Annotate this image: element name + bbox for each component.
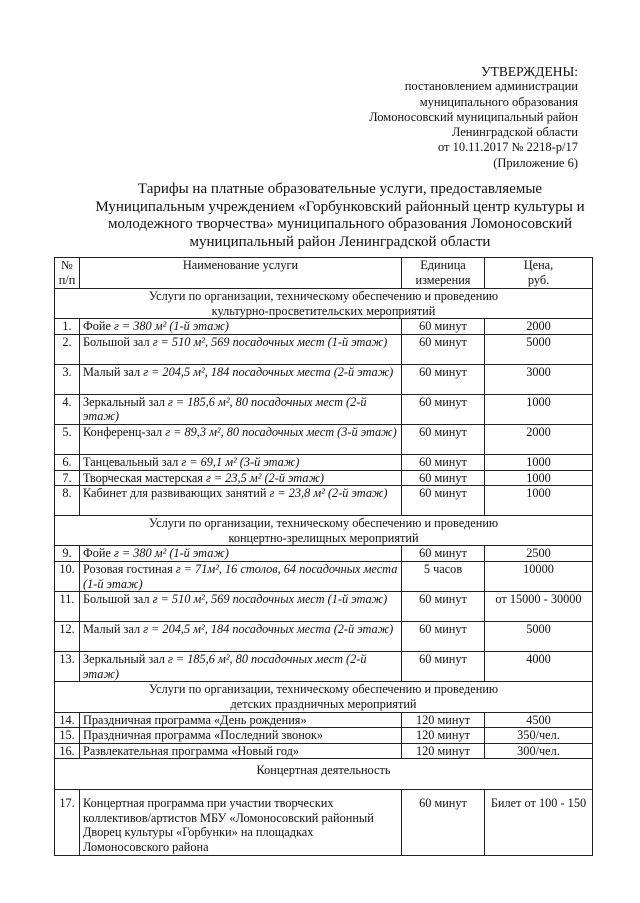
table-body xyxy=(55,289,593,856)
table-row xyxy=(55,622,593,652)
row-number: 10. xyxy=(55,561,80,591)
service-name: Большой зал xyxy=(83,334,150,349)
service-area-details: ƨ = 71м², 16 столов, 64 посадочных места (1-й этаж) xyxy=(83,561,398,591)
header-name: Наименование услуги xyxy=(80,258,402,289)
service-name: Зеркальный зал xyxy=(83,652,165,667)
service-name-cell xyxy=(80,470,402,486)
section-title-line: Услуги по организации, техническому обеспечению и проведению xyxy=(148,289,499,303)
unit-of-measure: 5 часов xyxy=(402,561,485,591)
service-name-cell xyxy=(80,728,402,744)
price: Билет от 100 - 150 xyxy=(485,790,593,855)
row-number: 7. xyxy=(55,470,80,486)
header-unit-line: Единица xyxy=(420,258,466,272)
section-title-line: Концертная деятельность xyxy=(256,763,391,778)
service-name-cell xyxy=(80,546,402,562)
approval-heading: УТВЕРЖДЕНЫ: xyxy=(481,64,578,79)
title-line: муниципальный район Ленинградской области xyxy=(189,233,491,250)
section-header-row xyxy=(55,516,593,546)
service-name: Развлекательная программа «Новый год» xyxy=(83,743,300,758)
price: 1000 xyxy=(485,454,593,470)
price: от 15000 - 30000 xyxy=(485,592,593,622)
service-area-details: ƨ = 185,6 м², 80 посадочных мест (2-й этаж) xyxy=(83,652,367,681)
table-row xyxy=(55,364,593,394)
price: 300/чел. xyxy=(485,743,593,759)
service-area-details: ƨ = 380 м² (1-й этаж) xyxy=(110,546,229,561)
approval-line: Ленинградской области xyxy=(451,125,578,140)
row-number: 12. xyxy=(55,622,80,652)
service-name: Танцевальный зал xyxy=(83,454,179,469)
unit-of-measure: 60 минут xyxy=(402,470,485,486)
service-name: Фойе xyxy=(83,546,111,561)
section-title xyxy=(55,682,593,712)
price: 1000 xyxy=(485,486,593,516)
approval-line: постановлением администрации xyxy=(404,79,578,94)
unit-of-measure: 60 минут xyxy=(402,486,485,516)
service-name: Концертная программа при участии творческих коллективов/артистов МБУ «Ломоносовский районный Дворец культуры «Горбунки» на площадках Ломоносовского района xyxy=(83,796,374,855)
table-row xyxy=(55,334,593,364)
price: 2500 xyxy=(485,546,593,562)
tariff-table xyxy=(54,257,593,856)
row-number: 14. xyxy=(55,712,80,728)
row-number: 15. xyxy=(55,728,80,744)
row-number: 5. xyxy=(55,424,80,454)
service-area-details: ƨ = 380 м² (1-й этаж) xyxy=(110,319,229,334)
row-number: 6. xyxy=(55,454,80,470)
table-row xyxy=(55,546,593,562)
table-row xyxy=(55,712,593,728)
service-name-cell xyxy=(80,790,402,855)
table-row xyxy=(55,592,593,622)
price: 4500 xyxy=(485,712,593,728)
unit-of-measure: 120 минут xyxy=(402,712,485,728)
unit-of-measure: 60 минут xyxy=(402,424,485,454)
approval-appendix-line: (Приложение 6) xyxy=(493,155,578,170)
row-number: 16. xyxy=(55,743,80,759)
header-num xyxy=(55,258,80,289)
service-name-cell xyxy=(80,334,402,364)
service-name: Малый зал xyxy=(83,364,141,379)
unit-of-measure: 60 минут xyxy=(402,592,485,622)
section-title xyxy=(55,516,593,546)
service-name: Праздничная программа «День рождения» xyxy=(83,712,307,727)
price: 2000 xyxy=(485,424,593,454)
price: 5000 xyxy=(485,334,593,364)
header-unit-line: измерения xyxy=(415,272,471,287)
section-title-line: концертно-зрелищных мероприятий xyxy=(228,530,419,545)
title-line: Муниципальным учреждением «Горбунковский районный центр культуры и xyxy=(95,198,585,215)
unit-of-measure: 60 минут xyxy=(402,394,485,424)
unit-of-measure: 120 минут xyxy=(402,743,485,759)
table-row xyxy=(55,424,593,454)
section-title xyxy=(55,759,593,790)
price: 350/чел. xyxy=(485,728,593,744)
row-number: 9. xyxy=(55,546,80,562)
header-num-line: № xyxy=(61,258,73,272)
row-number: 2. xyxy=(55,334,80,364)
table-row xyxy=(55,486,593,516)
header-price-line: Цена, xyxy=(523,258,554,272)
service-name: Кабинет для развивающих занятий xyxy=(83,486,267,501)
section-title xyxy=(55,289,593,319)
table-row xyxy=(55,454,593,470)
header-unit xyxy=(402,258,485,289)
service-area-details: ƨ = 23,5 м² (2-й этаж) xyxy=(202,470,324,485)
row-number: 3. xyxy=(55,364,80,394)
table-row xyxy=(55,394,593,424)
section-header-row xyxy=(55,759,593,790)
service-name-cell xyxy=(80,394,402,424)
price: 10000 xyxy=(485,561,593,591)
price: 1000 xyxy=(485,394,593,424)
service-name-cell xyxy=(80,364,402,394)
unit-of-measure: 120 минут xyxy=(402,728,485,744)
header-price xyxy=(485,258,593,289)
service-name-cell xyxy=(80,561,402,591)
table-row xyxy=(55,790,593,855)
service-area-details: ƨ = 204,5 м², 184 посадочных места (2-й этаж) xyxy=(140,622,394,637)
price: 1000 xyxy=(485,470,593,486)
section-title-line: Услуги по организации, техническому обеспечению и проведению xyxy=(148,682,499,697)
table-row xyxy=(55,319,593,335)
table-row xyxy=(55,652,593,682)
table-row xyxy=(55,743,593,759)
service-area-details: ƨ = 23,8 м² (2-й этаж) xyxy=(266,486,388,501)
service-name-cell xyxy=(80,652,402,682)
service-name-cell xyxy=(80,319,402,335)
section-header-row xyxy=(55,289,593,319)
header-num-line: п/п xyxy=(58,272,76,287)
section-header-row xyxy=(55,682,593,712)
unit-of-measure: 60 минут xyxy=(402,364,485,394)
approval-line: Ломоносовский муниципальный район xyxy=(369,109,578,124)
table-header-row xyxy=(55,258,593,289)
approval-line: муниципального образования xyxy=(419,94,578,109)
approval-date-line: от 10.11.2017 № 2218-р/17 xyxy=(437,140,578,155)
service-name-cell xyxy=(80,622,402,652)
title-line: молодежного творчества» муниципального образования Ломоносовский xyxy=(107,216,573,232)
unit-of-measure: 60 минут xyxy=(402,622,485,652)
service-area-details: ƨ = 510 м², 569 посадочных мест (1-й этаж) xyxy=(149,592,388,607)
price: 3000 xyxy=(485,364,593,394)
unit-of-measure: 60 минут xyxy=(402,546,485,562)
title-line: Тарифы на платные образовательные услуги, предоставляемые xyxy=(137,181,543,197)
service-name-cell xyxy=(80,486,402,516)
row-number: 17. xyxy=(55,790,80,855)
row-number: 11. xyxy=(55,592,80,622)
price: 5000 xyxy=(485,622,593,652)
approval-block xyxy=(278,64,578,171)
service-area-details: ƨ = 204,5 м², 184 посадочных места (2-й этаж) xyxy=(140,364,394,379)
section-title-line: детских праздничных мероприятий xyxy=(230,696,417,711)
unit-of-measure: 60 минут xyxy=(402,652,485,682)
price: 4000 xyxy=(485,652,593,682)
service-name: Праздничная программа «Последний звонок» xyxy=(83,728,324,743)
unit-of-measure: 60 минут xyxy=(402,334,485,364)
service-name: Конференц-зал xyxy=(83,424,163,439)
service-name: Розовая гостиная xyxy=(83,561,173,576)
price: 2000 xyxy=(485,319,593,335)
section-title-line: культурно-просветительских мероприятий xyxy=(211,303,436,318)
service-name: Малый зал xyxy=(83,622,141,637)
service-area-details: ƨ = 69,1 м² (3-й этаж) xyxy=(178,454,300,469)
service-name-cell xyxy=(80,712,402,728)
row-number: 13. xyxy=(55,652,80,682)
service-name: Большой зал xyxy=(83,592,150,607)
service-name-cell xyxy=(80,592,402,622)
header-price-line: руб. xyxy=(527,272,550,287)
section-title-line: Услуги по организации, техническому обеспечению и проведению xyxy=(148,516,499,531)
row-number: 4. xyxy=(55,394,80,424)
unit-of-measure: 60 минут xyxy=(402,454,485,470)
row-number: 1. xyxy=(55,319,80,335)
table-row xyxy=(55,728,593,744)
service-name-cell xyxy=(80,743,402,759)
unit-of-measure: 60 минут xyxy=(402,319,485,335)
table-row xyxy=(55,561,593,591)
table-row xyxy=(55,470,593,486)
document-title xyxy=(88,181,592,251)
service-area-details: ƨ = 89,3 м², 80 посадочных мест (3-й этаж) xyxy=(162,424,397,439)
unit-of-measure: 60 минут xyxy=(402,790,485,855)
row-number: 8. xyxy=(55,486,80,516)
service-name-cell xyxy=(80,424,402,454)
service-area-details: ƨ = 185,6 м², 80 посадочных мест (2-й этаж) xyxy=(83,394,367,424)
service-area-details: ƨ = 510 м², 569 посадочных мест (1-й этаж) xyxy=(149,334,388,349)
service-name-cell xyxy=(80,454,402,470)
service-name: Зеркальный зал xyxy=(83,394,165,409)
service-name: Фойе xyxy=(83,319,111,334)
service-name: Творческая мастерская xyxy=(83,470,203,485)
